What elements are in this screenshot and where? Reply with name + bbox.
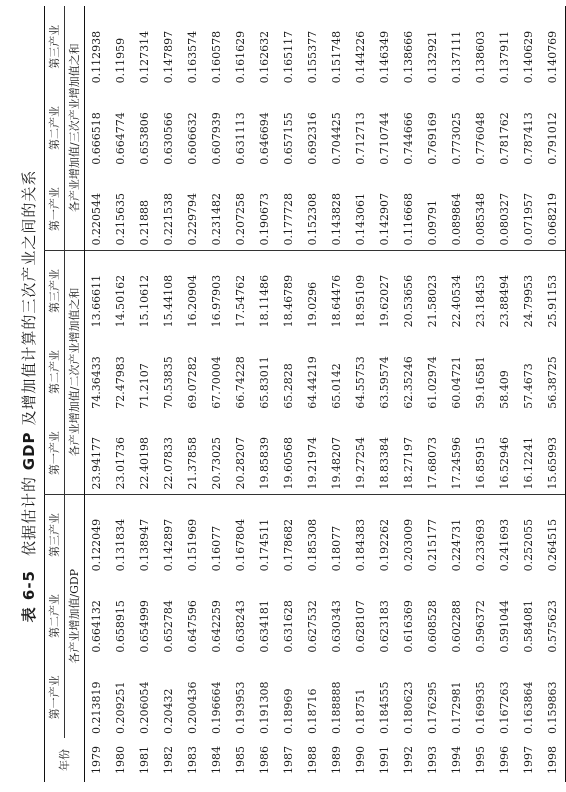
value-cell: 0.112938 [90, 30, 103, 84]
value-cell: 22.07833 [162, 437, 175, 490]
table-row [493, 6, 517, 782]
value-cell: 18.83384 [378, 437, 391, 490]
value-cell: 0.642259 [210, 600, 223, 653]
value-cell: 0.18716 [306, 688, 319, 734]
value-cell: 23.88494 [493, 250, 517, 331]
value-cell: 25.91153 [541, 250, 566, 331]
year-cell: 1998 [541, 738, 566, 782]
value-cell: 66.74228 [234, 356, 247, 409]
value-cell: 0.220544 [90, 193, 103, 246]
value-cell: 0.131834 [109, 494, 133, 575]
value-cell: 0.191308 [258, 681, 271, 734]
year-cell: 1980 [114, 746, 127, 774]
year-cell: 1992 [402, 746, 415, 774]
value-cell: 0.21888 [138, 200, 151, 246]
table-row [301, 6, 325, 782]
value-cell: 0.627532 [306, 600, 319, 653]
value-cell: 0.213819 [90, 681, 103, 734]
year-cell: 1982 [162, 746, 175, 774]
value-cell: 0.138603 [474, 30, 487, 84]
value-cell: 64.44219 [306, 356, 319, 409]
value-cell: 0.654999 [138, 600, 151, 653]
table-body [85, 6, 566, 782]
table-row [421, 6, 445, 782]
value-cell: 24.79953 [517, 250, 541, 331]
value-cell: 0.221538 [162, 193, 175, 246]
header-col-7: 第一产业 [45, 169, 65, 250]
value-cell: 0.653806 [138, 112, 151, 165]
year-cell: 1985 [234, 746, 247, 774]
year-cell: 1983 [186, 746, 199, 774]
value-cell: 0.155377 [306, 30, 319, 84]
value-cell: 0.631628 [282, 600, 295, 653]
group-share-of-two-sector-sum: 各产业增加值/二次产业增加值之和 [65, 250, 85, 494]
value-cell: 0.161629 [234, 30, 247, 84]
value-cell: 71.2107 [138, 363, 151, 409]
value-cell: 0.151969 [181, 494, 205, 575]
value-cell: 0.692316 [306, 112, 319, 165]
value-cell: 60.04721 [450, 356, 463, 409]
group-share-of-gdp: 各产业增加值/GDP [65, 494, 85, 738]
value-cell: 0.160578 [210, 30, 223, 84]
value-cell: 0.776048 [474, 112, 487, 165]
value-cell: 0.658915 [114, 600, 127, 653]
value-cell: 19.62027 [373, 250, 397, 331]
value-cell: 65.83011 [258, 356, 271, 409]
value-cell: 0.215635 [114, 193, 127, 246]
value-cell: 0.602288 [450, 600, 463, 653]
data-table [44, 6, 566, 782]
year-cell: 1987 [282, 746, 295, 774]
value-cell: 21.58023 [421, 250, 445, 331]
value-cell: 0.215177 [421, 494, 445, 575]
value-cell: 0.167804 [229, 494, 253, 575]
value-cell: 0.169935 [474, 681, 487, 734]
value-cell: 0.606632 [186, 112, 199, 165]
year-cell: 1994 [450, 746, 463, 774]
value-cell: 0.152308 [306, 193, 319, 246]
value-cell: 0.264515 [541, 494, 566, 575]
value-cell: 0.18751 [354, 688, 367, 734]
value-cell: 14.50162 [109, 250, 133, 331]
value-cell: 0.142897 [157, 494, 181, 575]
table-row [373, 6, 397, 782]
value-cell: 0.184383 [349, 494, 373, 575]
value-cell: 0.138666 [402, 30, 415, 84]
value-cell: 22.40534 [445, 250, 469, 331]
value-cell: 0.207258 [234, 193, 247, 246]
value-cell: 0.666518 [90, 112, 103, 165]
value-cell: 0.192262 [373, 494, 397, 575]
value-cell: 0.143061 [354, 193, 367, 246]
group-share-of-three-sector-sum: 各产业增加值/三次产业增加值之和 [65, 6, 85, 250]
table-row [133, 6, 157, 782]
value-cell: 0.137111 [450, 30, 463, 84]
table-row [253, 6, 277, 782]
value-cell: 0.151748 [330, 30, 343, 84]
value-cell: 56.38725 [541, 331, 566, 412]
value-cell: 0.188888 [330, 681, 343, 734]
value-cell: 0.165117 [282, 30, 295, 84]
value-cell: 0.163864 [522, 681, 535, 734]
year-cell: 1988 [306, 746, 319, 774]
value-cell: 0.787413 [522, 112, 535, 165]
value-cell: 0.122049 [85, 494, 110, 575]
value-cell: 0.127314 [138, 30, 151, 84]
value-cell: 0.085348 [474, 193, 487, 246]
value-cell: 0.159863 [541, 657, 566, 738]
caption-gdp: GDP [20, 431, 38, 471]
table-header [45, 6, 85, 782]
value-cell: 0.143828 [330, 193, 343, 246]
value-cell: 18.46789 [277, 250, 301, 331]
value-cell: 0.744666 [402, 112, 415, 165]
header-col-9: 第三产业 [45, 6, 65, 87]
value-cell: 0.231482 [210, 193, 223, 246]
value-cell: 0.638243 [234, 600, 247, 653]
value-cell: 0.132921 [426, 30, 439, 84]
value-cell: 64.55753 [354, 356, 367, 409]
value-cell: 17.68073 [426, 437, 439, 490]
value-cell: 0.241693 [493, 494, 517, 575]
value-cell: 13.66611 [85, 250, 110, 331]
table-row [205, 6, 229, 782]
value-cell: 0.657155 [282, 112, 295, 165]
table-row [181, 6, 205, 782]
value-cell: 0.200436 [186, 681, 199, 734]
year-cell: 1989 [330, 746, 343, 774]
value-cell: 0.224731 [445, 494, 469, 575]
value-cell: 0.174511 [253, 494, 277, 575]
table-row [445, 6, 469, 782]
value-cell: 0.252055 [517, 494, 541, 575]
value-cell: 72.47983 [114, 356, 127, 409]
value-cell: 0.146349 [378, 30, 391, 84]
value-cell: 0.162632 [258, 30, 271, 84]
value-cell: 0.180623 [402, 681, 415, 734]
year-cell: 1995 [474, 746, 487, 774]
value-cell: 17.54762 [229, 250, 253, 331]
value-cell: 0.584081 [522, 600, 535, 653]
value-cell: 20.28207 [234, 437, 247, 490]
value-cell: 16.97903 [205, 250, 229, 331]
value-cell: 0.142907 [378, 193, 391, 246]
value-cell: 67.70004 [210, 356, 223, 409]
value-cell: 0.089864 [450, 193, 463, 246]
value-cell: 0.16077 [205, 494, 229, 575]
value-cell: 0.647596 [186, 600, 199, 653]
value-cell: 0.203009 [397, 494, 421, 575]
value-cell: 19.48207 [330, 437, 343, 490]
value-cell: 16.20904 [181, 250, 205, 331]
value-cell: 0.652784 [162, 600, 175, 653]
value-cell: 0.177728 [282, 193, 295, 246]
year-cell: 1986 [258, 746, 271, 774]
value-cell: 0.178682 [277, 494, 301, 575]
table-row [517, 6, 541, 782]
value-cell: 0.630566 [162, 112, 175, 165]
value-cell: 0.596372 [474, 600, 487, 653]
value-cell: 23.01736 [114, 437, 127, 490]
value-cell: 0.634181 [258, 600, 271, 653]
year-cell: 1993 [426, 746, 439, 774]
value-cell: 65.0142 [330, 363, 343, 409]
value-cell: 0.196664 [210, 681, 223, 734]
table-row [397, 6, 421, 782]
value-cell: 23.18453 [469, 250, 493, 331]
caption-text-before: 依据估计的 [20, 476, 38, 557]
header-col-3: 第三产业 [45, 494, 65, 575]
year-cell: 1997 [522, 746, 535, 774]
value-cell: 19.0296 [301, 250, 325, 331]
value-cell: 0.184555 [378, 681, 391, 734]
value-cell: 19.27254 [354, 437, 367, 490]
value-cell: 0.138947 [133, 494, 157, 575]
value-cell: 63.59574 [378, 356, 391, 409]
value-cell: 0.575623 [541, 575, 566, 656]
value-cell: 0.628107 [354, 600, 367, 653]
value-cell: 0.20432 [162, 688, 175, 734]
value-cell: 19.21974 [306, 437, 319, 490]
value-cell: 0.209251 [114, 681, 127, 734]
year-cell: 1996 [498, 746, 511, 774]
table-row [277, 6, 301, 782]
value-cell: 20.53656 [397, 250, 421, 331]
year-cell: 1990 [354, 746, 367, 774]
value-cell: 74.36433 [90, 356, 103, 409]
value-cell: 15.10612 [133, 250, 157, 331]
value-cell: 16.85915 [474, 437, 487, 490]
value-cell: 70.53835 [162, 356, 175, 409]
value-cell: 0.704425 [330, 112, 343, 165]
value-cell: 0.193953 [234, 681, 247, 734]
value-cell: 18.11486 [253, 250, 277, 331]
value-cell: 0.630343 [330, 600, 343, 653]
value-cell: 21.37858 [186, 437, 199, 490]
value-cell: 0.608528 [426, 600, 439, 653]
value-cell: 0.646694 [258, 112, 271, 165]
value-cell: 0.185308 [301, 494, 325, 575]
table-row [349, 6, 373, 782]
header-col-6: 第三产业 [45, 250, 65, 331]
value-cell: 0.616369 [402, 600, 415, 653]
header-year: 年份 [45, 738, 85, 782]
year-cell: 1981 [138, 746, 151, 774]
value-cell: 0.781762 [498, 112, 511, 165]
value-cell: 23.94177 [90, 437, 103, 490]
value-cell: 18.64476 [325, 250, 349, 331]
table-row [541, 6, 566, 782]
value-cell: 0.18969 [282, 688, 295, 734]
value-cell: 0.140629 [522, 30, 535, 84]
header-row-top [45, 6, 65, 782]
header-row-groups [65, 6, 85, 782]
value-cell: 59.16581 [474, 356, 487, 409]
value-cell: 61.02974 [426, 356, 439, 409]
value-cell: 18.27197 [402, 437, 415, 490]
table-row [229, 6, 253, 782]
value-cell: 16.52946 [498, 437, 511, 490]
caption-text-after: 及增加值计算的三次产业之间的关系 [20, 169, 38, 426]
table-number: 表 6-5 [20, 570, 38, 623]
value-cell: 0.631113 [234, 112, 247, 165]
value-cell: 0.176295 [426, 681, 439, 734]
value-cell: 15.65993 [541, 413, 566, 494]
table-row [469, 6, 493, 782]
value-cell: 22.40198 [138, 437, 151, 490]
value-cell: 0.167263 [498, 681, 511, 734]
header-col-4: 第一产业 [45, 413, 65, 494]
value-cell: 17.24596 [450, 437, 463, 490]
value-cell: 18.95109 [349, 250, 373, 331]
value-cell: 0.623183 [378, 600, 391, 653]
value-cell: 0.080327 [498, 193, 511, 246]
value-cell: 0.791012 [541, 87, 566, 168]
value-cell: 19.85839 [258, 437, 271, 490]
value-cell: 0.769169 [426, 112, 439, 165]
value-cell: 0.229794 [186, 193, 199, 246]
table-caption [18, 0, 39, 792]
value-cell: 65.2828 [282, 363, 295, 409]
year-cell: 1984 [210, 746, 223, 774]
value-cell: 0.09791 [426, 200, 439, 246]
value-cell: 15.44108 [157, 250, 181, 331]
value-cell: 20.73025 [210, 437, 223, 490]
value-cell: 0.773025 [450, 112, 463, 165]
value-cell: 0.712713 [354, 112, 367, 165]
value-cell: 0.137911 [498, 30, 511, 84]
value-cell: 0.607939 [210, 112, 223, 165]
table-row [85, 6, 110, 782]
value-cell: 0.163574 [186, 30, 199, 84]
value-cell: 0.206054 [138, 681, 151, 734]
value-cell: 0.664774 [114, 112, 127, 165]
header-col-5: 第二产业 [45, 331, 65, 412]
value-cell: 0.068219 [541, 169, 566, 250]
value-cell: 58.409 [498, 370, 511, 409]
value-cell: 19.60568 [282, 437, 295, 490]
value-cell: 0.11959 [114, 37, 127, 84]
year-cell: 1991 [378, 746, 391, 774]
value-cell: 0.664132 [90, 600, 103, 653]
value-cell: 0.233693 [469, 494, 493, 575]
value-cell: 0.144226 [354, 30, 367, 84]
table-row [157, 6, 181, 782]
value-cell: 0.190673 [258, 193, 271, 246]
header-col-1: 第一产业 [45, 657, 65, 738]
value-cell: 0.116668 [402, 193, 415, 246]
header-col-8: 第二产业 [45, 87, 65, 168]
value-cell: 0.18077 [325, 494, 349, 575]
value-cell: 0.172981 [450, 681, 463, 734]
value-cell: 62.35246 [402, 356, 415, 409]
value-cell: 0.071957 [522, 193, 535, 246]
value-cell: 0.147897 [162, 30, 175, 84]
value-cell: 0.591044 [498, 600, 511, 653]
table-row [109, 6, 133, 782]
value-cell: 0.140769 [541, 6, 566, 87]
value-cell: 69.07282 [186, 356, 199, 409]
value-cell: 16.12241 [522, 437, 535, 490]
table-row [325, 6, 349, 782]
year-cell: 1979 [90, 746, 103, 774]
header-col-2: 第二产业 [45, 575, 65, 656]
value-cell: 0.710744 [378, 112, 391, 165]
value-cell: 57.4673 [522, 363, 535, 409]
